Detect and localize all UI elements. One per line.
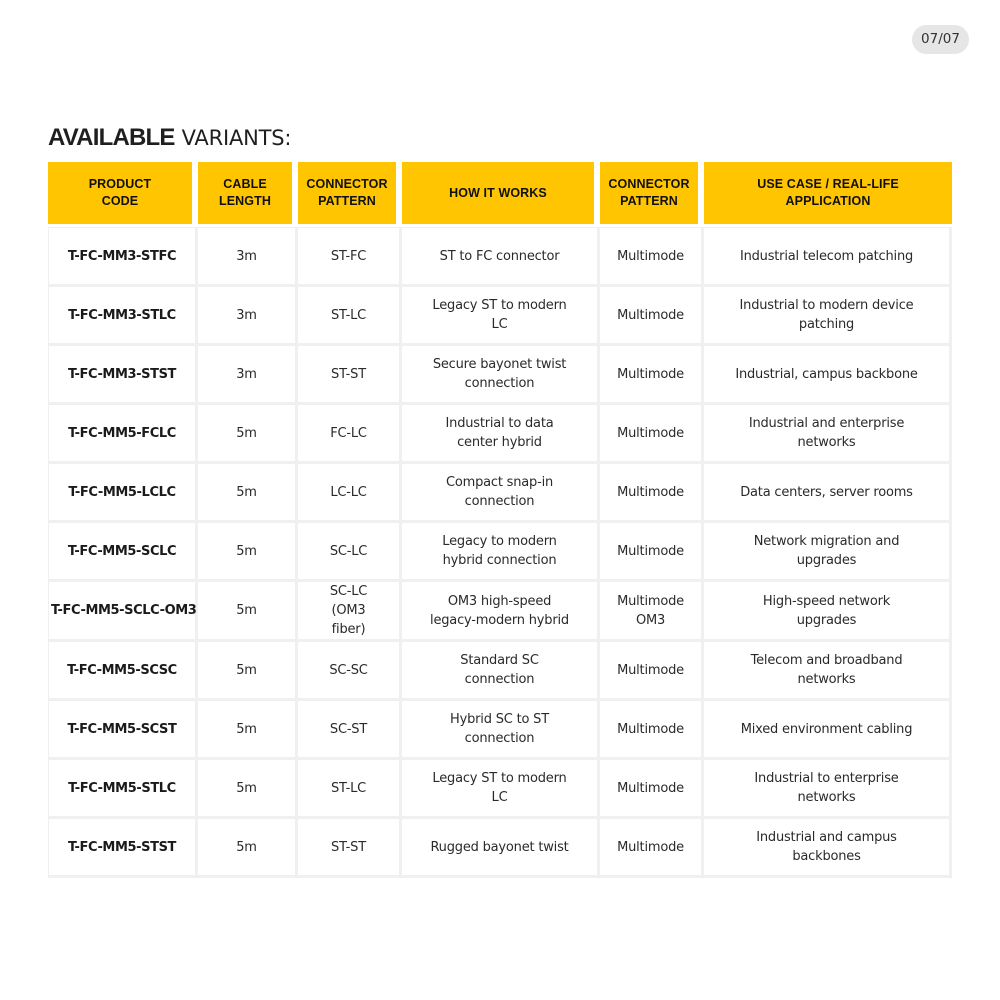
how-it-works-cell: Secure bayonet twist connection [402,346,600,405]
how-it-works-cell: Standard SC connection [402,642,600,701]
product-code-cell: T-FC-MM5-STLC [48,760,198,819]
table-row [48,819,952,878]
connector-pattern-cell: ST-ST [298,819,402,878]
table-row [48,464,952,523]
cable-length-cell: 5m [198,819,298,878]
connector-pattern-cell: ST-LC [298,287,402,346]
header-product-code: PRODUCT CODE [48,162,198,227]
how-it-works-cell: Rugged bayonet twist [402,819,600,878]
connector-pattern-cell: SC-LC (OM3 fiber) [298,582,402,642]
how-it-works-cell: Legacy ST to modern LC [402,287,600,346]
connector-type-cell: Multimode [600,760,704,819]
connector-pattern-cell: ST-ST [298,346,402,405]
cable-length-cell: 5m [198,701,298,760]
use-case-cell: High-speed network upgrades [704,582,952,642]
cable-length-cell: 5m [198,523,298,582]
connector-type-cell: Multimode [600,405,704,464]
connector-pattern-cell: SC-ST [298,701,402,760]
connector-pattern-cell: ST-FC [298,227,402,287]
table-row [48,227,952,287]
cable-length-cell: 3m [198,227,298,287]
connector-type-cell: Multimode [600,227,704,287]
product-code-cell: T-FC-MM3-STFC [48,227,198,287]
product-code-cell: T-FC-MM5-SCLC-OM3 [48,582,198,642]
table-row [48,287,952,346]
connector-type-cell: Multimode [600,346,704,405]
connector-type-cell: Multimode [600,701,704,760]
product-code-cell: T-FC-MM3-STLC [48,287,198,346]
table-row [48,523,952,582]
connector-pattern-cell: SC-LC [298,523,402,582]
cable-length-cell: 5m [198,642,298,701]
header-cable-length: CABLE LENGTH [198,162,298,227]
table-row [48,405,952,464]
product-code-cell: T-FC-MM5-SCSC [48,642,198,701]
cable-length-cell: 5m [198,464,298,523]
how-it-works-cell: Hybrid SC to ST connection [402,701,600,760]
use-case-cell: Industrial and enterprise networks [704,405,952,464]
table-header-row [48,162,952,227]
variants-table [48,162,952,878]
use-case-cell: Data centers, server rooms [704,464,952,523]
table-row [48,642,952,701]
table-body [48,227,952,878]
header-connector-pattern: CONNECTOR PATTERN [298,162,402,227]
connector-pattern-cell: ST-LC [298,760,402,819]
connector-pattern-cell: LC-LC [298,464,402,523]
use-case-cell: Industrial to modern device patching [704,287,952,346]
header-connector-pattern-2: CONNECTOR PATTERN [600,162,704,227]
product-code-cell: T-FC-MM5-SCST [48,701,198,760]
page-title-bold: AVAILABLE [48,124,175,151]
product-code-cell: T-FC-MM5-STST [48,819,198,878]
how-it-works-cell: ST to FC connector [402,227,600,287]
product-code-cell: T-FC-MM5-SCLC [48,523,198,582]
table-row [48,346,952,405]
connector-type-cell: Multimode [600,523,704,582]
cable-length-cell: 3m [198,287,298,346]
use-case-cell: Telecom and broadband networks [704,642,952,701]
header-use-case: USE CASE / REAL-LIFE APPLICATION [704,162,952,227]
use-case-cell: Industrial to enterprise networks [704,760,952,819]
product-code-cell: T-FC-MM3-STST [48,346,198,405]
use-case-cell: Network migration and upgrades [704,523,952,582]
how-it-works-cell: Legacy to modern hybrid connection [402,523,600,582]
use-case-cell: Industrial telecom patching [704,227,952,287]
use-case-cell: Industrial, campus backbone [704,346,952,405]
use-case-cell: Industrial and campus backbones [704,819,952,878]
product-code-cell: T-FC-MM5-LCLC [48,464,198,523]
connector-type-cell: Multimode [600,287,704,346]
connector-type-cell: Multimode [600,819,704,878]
how-it-works-cell: Compact snap-in connection [402,464,600,523]
table-row [48,760,952,819]
cable-length-cell: 3m [198,346,298,405]
connector-type-cell: Multimode OM3 [600,582,704,642]
page-number-badge: 07/07 [912,25,969,54]
page-title [48,123,291,153]
table-row [48,582,952,642]
how-it-works-cell: Legacy ST to modern LC [402,760,600,819]
connector-type-cell: Multimode [600,642,704,701]
table-row [48,701,952,760]
cable-length-cell: 5m [198,760,298,819]
header-how-it-works: HOW IT WORKS [402,162,600,227]
cable-length-cell: 5m [198,405,298,464]
cable-length-cell: 5m [198,582,298,642]
product-code-cell: T-FC-MM5-FCLC [48,405,198,464]
how-it-works-cell: Industrial to data center hybrid [402,405,600,464]
how-it-works-cell: OM3 high-speed legacy-modern hybrid [402,582,600,642]
connector-pattern-cell: SC-SC [298,642,402,701]
use-case-cell: Mixed environment cabling [704,701,952,760]
connector-type-cell: Multimode [600,464,704,523]
connector-pattern-cell: FC-LC [298,405,402,464]
page-title-light: VARIANTS: [181,126,292,150]
